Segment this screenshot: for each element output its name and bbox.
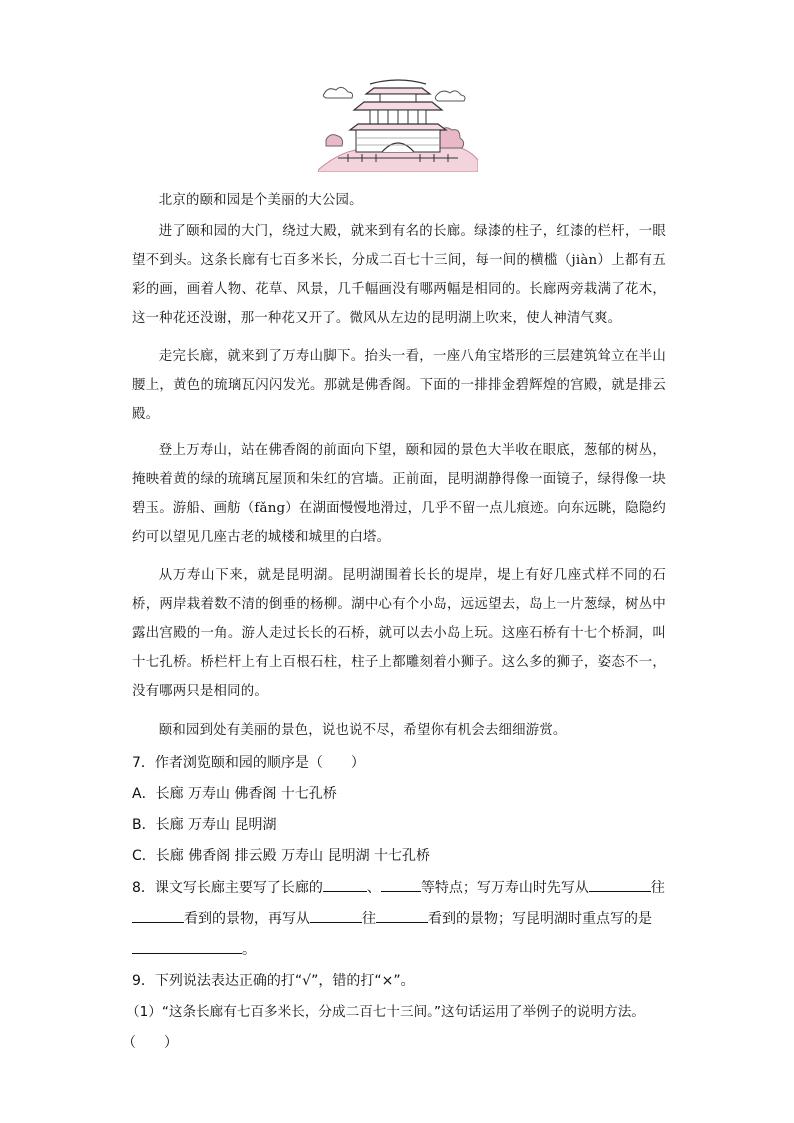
question-8-line-2 xyxy=(132,904,672,935)
question-8-text: 看到的景物；写昆明湖时重点写的是 xyxy=(428,911,652,927)
question-9-item-1: （1）“这条长廊有七百多米长，分成二百七十三间。”这句话运用了举例子的说明方法。 xyxy=(126,1004,645,1020)
question-8-text: 看到的景物，再写从 xyxy=(184,911,310,927)
question-7-stem: 7．作者浏览颐和园的顺序是（ ） xyxy=(132,755,365,771)
question-8-text: 往 xyxy=(362,911,376,927)
summer-palace-pavilion-illustration xyxy=(318,74,478,172)
passage-paragraph: 走完长廊，就来到了万寿山脚下。抬头一看，一座八角宝塔形的三层建筑耸立在半山腰上，黄色的琉璃瓦闪闪发光。那就是佛香阁。下面的一排排金碧辉煌的宫殿，就是排云殿。 xyxy=(132,349,666,422)
question-8-text: 、 xyxy=(366,880,381,896)
passage-paragraph: 进了颐和园的大门，绕过大殿，就来到有名的长廊。绿漆的柱子，红漆的栏杆，一眼望不到头。这条长廊有七百多米长，分成二百七十三间，每一间的横槛（jiàn）上都有五彩的画，画着人物、花草、风景，几千幅画没有哪两幅是相同的。长廊两旁栽满了花木，这一种花还没谢，那一种花又开了。微风从左边的昆明湖上吹来，使人神清气爽。 xyxy=(132,224,666,326)
answer-blank[interactable] xyxy=(381,877,421,892)
question-7-option-c[interactable]: C．长廊 佛香阁 排云殿 万寿山 昆明湖 十七孔桥 xyxy=(132,848,431,864)
passage-paragraph: 颐和园到处有美丽的景色，说也说不尽，希望你有机会去细细游赏。 xyxy=(158,723,567,738)
answer-blank[interactable] xyxy=(589,877,651,892)
question-7-option-b[interactable]: B．长廊 万寿山 昆明湖 xyxy=(132,817,277,833)
question-8-line-1 xyxy=(132,873,672,904)
question-7-option-a[interactable]: A．长廊 万寿山 佛香阁 十七孔桥 xyxy=(132,786,337,802)
passage-paragraph: 北京的颐和园是个美丽的大公园。 xyxy=(158,193,363,208)
question-8-text: 8．课文写长廊主要写了长廊的 xyxy=(132,880,323,896)
question-8-text: 等特点；写万寿山时先写从 xyxy=(420,880,589,896)
question-8-line-3 xyxy=(132,935,672,966)
question-8-text: 。 xyxy=(242,942,256,958)
question-9-stem: 9．下列说法表达正确的打“√”，错的打“×”。 xyxy=(132,973,415,989)
answer-bracket[interactable]: （ ） xyxy=(122,1035,178,1051)
answer-blank[interactable] xyxy=(132,908,184,923)
passage-paragraph: 从万寿山下来，就是昆明湖。昆明湖围着长长的堤岸，堤上有好几座式样不同的石桥，两岸栽着数不清的倒垂的杨柳。湖中心有个小岛，远远望去，岛上一片葱绿，树丛中露出宫殿的一角。游人走过长长的石桥，就可以去小岛上玩。这座石桥有十七个桥洞，叫十七孔桥。桥栏杆上有上百根石柱，柱子上都雕刻着小狮子。这么多的狮子，姿态不一，没有哪两只是相同的。 xyxy=(132,568,666,699)
passage-paragraph: 登上万寿山，站在佛香阁的前面向下望，颐和园的景色大半收在眼底，葱郁的树丛，掩映着黄的绿的琉璃瓦屋顶和朱红的宫墙。正前面，昆明湖静得像一面镜子，绿得像一块碧玉。游船、画舫（fǎng）在湖面慢慢地滑过，几乎不留一点儿痕迹。向东远眺，隐隐约约可以望见几座古老的城楼和城里的白塔。 xyxy=(132,443,666,545)
question-8-text: 往 xyxy=(650,880,665,896)
answer-blank[interactable] xyxy=(376,908,428,923)
answer-blank[interactable] xyxy=(310,908,362,923)
answer-blank[interactable] xyxy=(323,877,367,892)
answer-blank[interactable] xyxy=(132,939,242,954)
